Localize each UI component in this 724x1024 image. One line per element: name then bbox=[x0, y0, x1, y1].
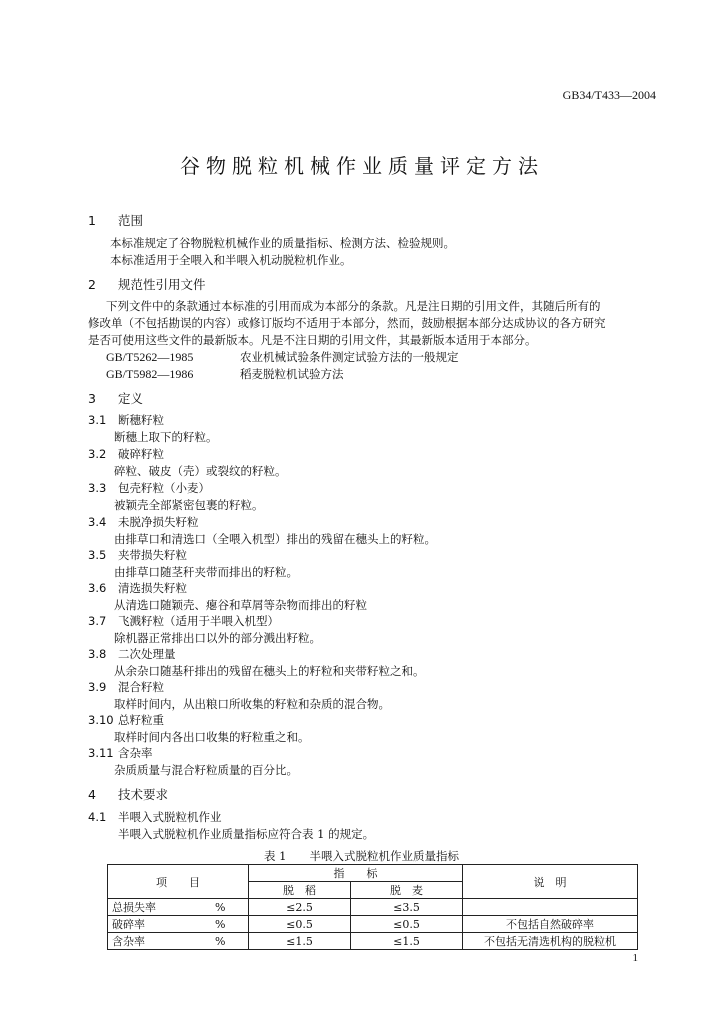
subsection-heading bbox=[88, 809, 222, 825]
section-title: 定义 bbox=[118, 391, 144, 406]
definition-term: 混合籽粒 bbox=[118, 680, 164, 694]
section-3-heading bbox=[88, 389, 143, 407]
section-title: 规范性引用文件 bbox=[118, 277, 206, 292]
definition-text: 除机器正常排出口以外的部分溅出籽粒。 bbox=[114, 631, 321, 645]
header-index: 指 标 bbox=[249, 865, 463, 882]
definition-term: 二次处理量 bbox=[118, 647, 176, 661]
definition-heading bbox=[88, 446, 164, 462]
document-title: 谷物脱粒机械作业质量评定方法 bbox=[180, 154, 544, 178]
definition-term: 总籽粒重 bbox=[118, 713, 164, 727]
definition-heading bbox=[88, 514, 199, 530]
definition-term: 飞溅籽粒（适用于半喂入机型） bbox=[118, 614, 279, 628]
row-note: 不包括自然破碎率 bbox=[463, 916, 638, 933]
definition-text: 由排草口和清选口（全喂入机型）排出的残留在穗头上的籽粒。 bbox=[114, 532, 436, 546]
definition-number: 3.6 bbox=[88, 581, 107, 595]
definition-text: 碎粒、破皮（壳）或裂纹的籽粒。 bbox=[114, 464, 287, 478]
section-2-heading bbox=[88, 275, 206, 293]
page-number: 1 bbox=[632, 952, 638, 964]
quality-index-table bbox=[107, 864, 638, 950]
row-name: 含杂率 bbox=[108, 933, 193, 950]
row-unit: % bbox=[193, 899, 249, 916]
definition-number: 3.10 bbox=[88, 713, 114, 727]
subsection-number: 4.1 bbox=[88, 810, 107, 824]
definition-number: 3.11 bbox=[88, 746, 114, 760]
section-number: 4 bbox=[88, 787, 96, 802]
definition-number: 3.1 bbox=[88, 413, 107, 427]
row-rice: ≤1.5 bbox=[249, 933, 351, 950]
definition-term: 清选损失籽粒 bbox=[118, 581, 187, 595]
table-row bbox=[108, 916, 638, 933]
row-name: 总损失率 bbox=[108, 899, 193, 916]
definition-number: 3.7 bbox=[88, 614, 107, 628]
definition-number: 3.9 bbox=[88, 680, 107, 694]
section-number: 1 bbox=[88, 213, 96, 228]
definition-term: 包壳籽粒（小麦） bbox=[118, 481, 210, 495]
row-note bbox=[463, 899, 638, 916]
definition-text: 被颖壳全部紧密包裹的籽粒。 bbox=[114, 498, 264, 512]
definition-heading bbox=[88, 580, 187, 596]
row-note: 不包括无清选机构的脱粒机 bbox=[463, 933, 638, 950]
definition-heading bbox=[88, 547, 187, 563]
reference-code: GB/T5262—1985 bbox=[106, 350, 194, 364]
header-note: 说 明 bbox=[463, 865, 638, 899]
row-wheat: ≤1.5 bbox=[351, 933, 463, 950]
reference-item bbox=[106, 366, 344, 382]
header-rice: 脱 稻 bbox=[249, 882, 351, 899]
definition-term: 断穗籽粒 bbox=[118, 413, 164, 427]
definition-term: 含杂率 bbox=[118, 746, 153, 760]
definition-text: 取样时间内各出口收集的籽粒重之和。 bbox=[114, 730, 310, 744]
table-row bbox=[108, 933, 638, 950]
definition-heading bbox=[88, 712, 164, 728]
subsection-title: 半喂入式脱粒机作业 bbox=[118, 810, 222, 824]
section-1-heading bbox=[88, 211, 143, 229]
table-caption: 表 1 半喂入式脱粒机作业质量指标 bbox=[264, 849, 459, 863]
table-row bbox=[108, 899, 638, 916]
section-number: 2 bbox=[88, 277, 96, 292]
references-line-3: 是否可使用这些文件的最新版本。凡是不注日期的引用文件，其最新版本适用于本部分。 bbox=[88, 333, 537, 347]
reference-code: GB/T5982—1986 bbox=[106, 367, 194, 381]
definition-number: 3.8 bbox=[88, 647, 107, 661]
section-title: 技术要求 bbox=[118, 787, 169, 802]
subsection-text: 半喂入式脱粒机作业质量指标应符合表 1 的规定。 bbox=[118, 827, 375, 841]
references-line-2: 修改单（不包括勘误的内容）或修订版均不适用于本部分，然而，鼓励根据本部分达成协议的各方研究 bbox=[88, 316, 606, 330]
definition-term: 夹带损失籽粒 bbox=[118, 548, 187, 562]
definition-text: 从清选口随颖壳、瘪谷和草屑等杂物而排出的籽粒 bbox=[114, 598, 367, 612]
definition-heading bbox=[88, 412, 164, 428]
row-rice: ≤0.5 bbox=[249, 916, 351, 933]
section-number: 3 bbox=[88, 391, 96, 406]
section-title: 范围 bbox=[118, 213, 144, 228]
row-wheat: ≤3.5 bbox=[351, 899, 463, 916]
definition-heading bbox=[88, 745, 153, 761]
scope-paragraph-2: 本标准适用于全喂入和半喂入机动脱粒机作业。 bbox=[110, 253, 352, 267]
row-unit: % bbox=[193, 916, 249, 933]
definition-number: 3.4 bbox=[88, 515, 107, 529]
section-4-heading bbox=[88, 785, 168, 803]
definition-number: 3.5 bbox=[88, 548, 107, 562]
definition-heading bbox=[88, 646, 176, 662]
row-unit: % bbox=[193, 933, 249, 950]
definition-text: 断穗上取下的籽粒。 bbox=[114, 430, 218, 444]
definition-number: 3.2 bbox=[88, 447, 107, 461]
row-rice: ≤2.5 bbox=[249, 899, 351, 916]
row-wheat: ≤0.5 bbox=[351, 916, 463, 933]
reference-item bbox=[106, 349, 459, 365]
definition-term: 破碎籽粒 bbox=[118, 447, 164, 461]
definition-heading bbox=[88, 480, 210, 496]
table-header-row bbox=[108, 865, 638, 882]
definition-text: 从余杂口随基秆排出的残留在穗头上的籽粒和夹带籽粒之和。 bbox=[114, 664, 425, 678]
definition-text: 取样时间内，从出粮口所收集的籽粒和杂质的混合物。 bbox=[114, 697, 390, 711]
definition-number: 3.3 bbox=[88, 481, 107, 495]
definition-heading bbox=[88, 679, 164, 695]
references-line-1: 下列文件中的条款通过本标准的引用而成为本部分的条款。凡是注日期的引用文件，其随后所有的 bbox=[106, 299, 601, 313]
definition-text: 由排草口随茎秆夹带而排出的籽粒。 bbox=[114, 565, 298, 579]
definition-term: 未脱净损失籽粒 bbox=[118, 515, 199, 529]
reference-title: 农业机械试验条件测定试验方法的一般规定 bbox=[240, 350, 459, 364]
scope-paragraph-1: 本标准规定了谷物脱粒机械作业的质量指标、检测方法、检验规则。 bbox=[110, 236, 455, 250]
header-item: 项 目 bbox=[108, 865, 249, 899]
definition-text: 杂质质量与混合籽粒质量的百分比。 bbox=[114, 763, 298, 777]
definition-heading bbox=[88, 613, 279, 629]
standard-number: GB34/T433—2004 bbox=[562, 88, 656, 102]
reference-title: 稻麦脱粒机试验方法 bbox=[240, 367, 344, 381]
header-wheat: 脱 麦 bbox=[351, 882, 463, 899]
row-name: 破碎率 bbox=[108, 916, 193, 933]
